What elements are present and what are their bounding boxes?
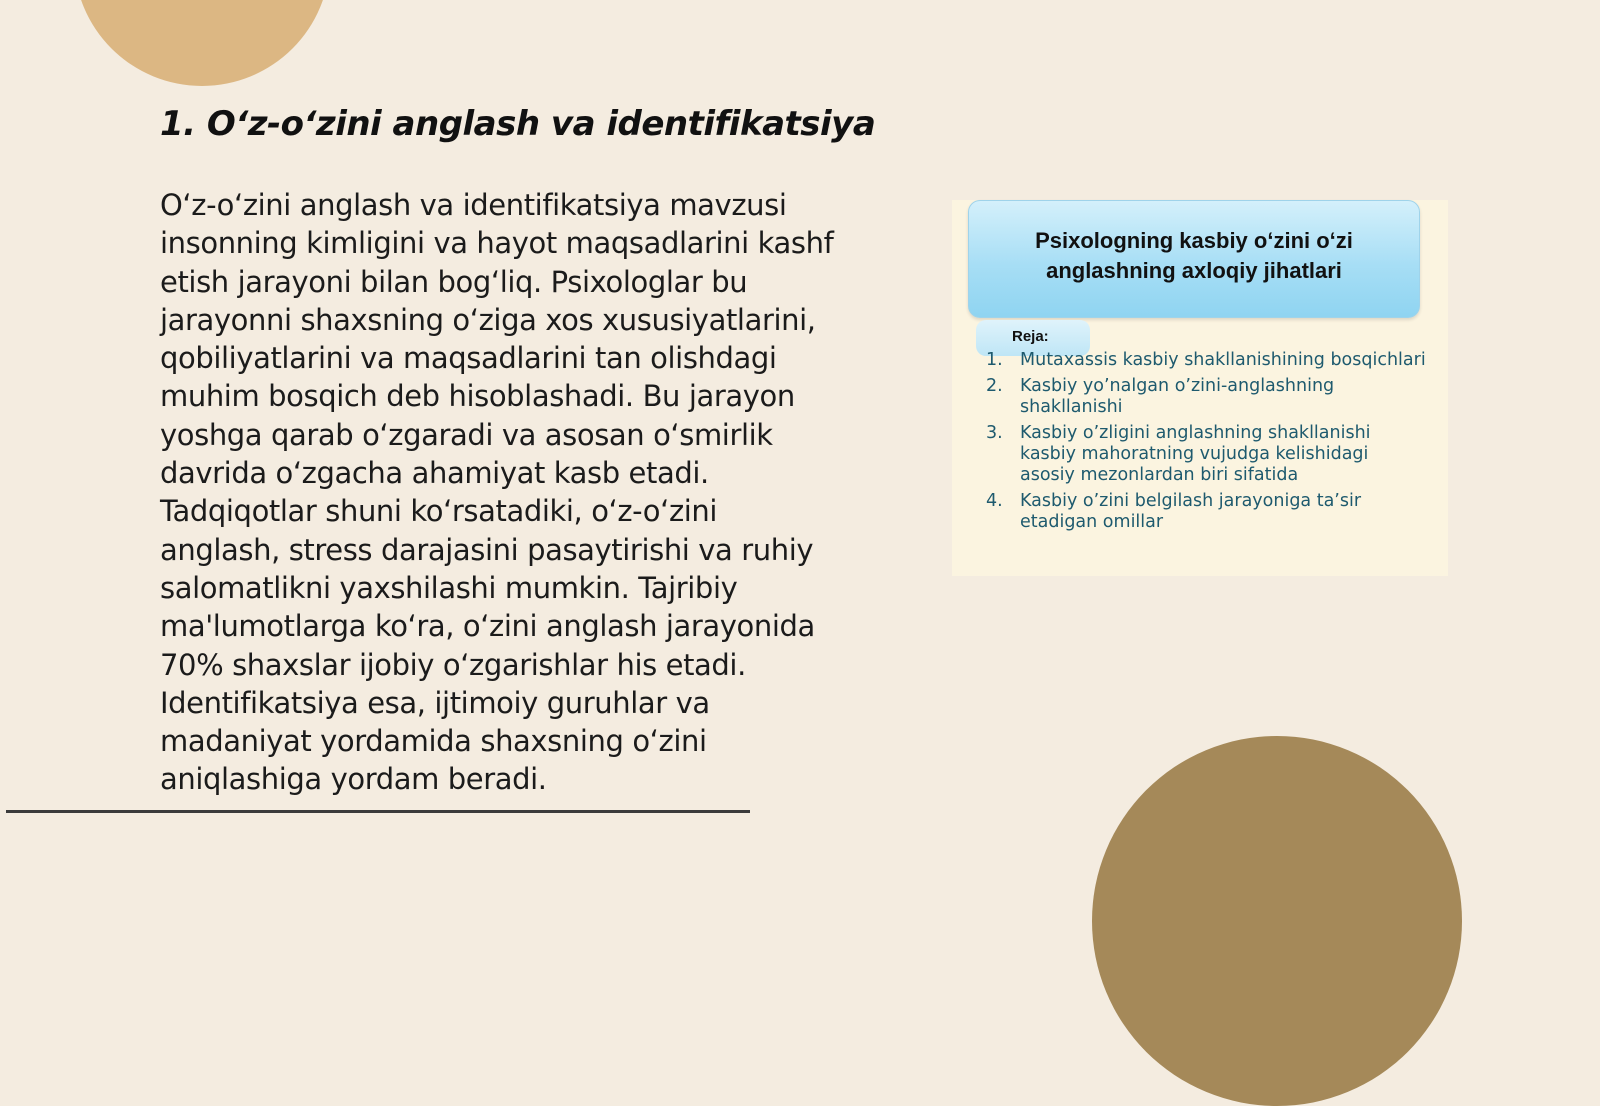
plan-image-panel	[952, 200, 1448, 576]
slide-title: 1. O‘z-o‘zini anglash va identifikatsiya	[160, 104, 876, 144]
plan-item-number: 1.	[986, 350, 1003, 370]
plan-item-number: 4.	[986, 491, 1003, 511]
panel-header-title: Psixologning kasbiy o‘zini o‘zi anglashning axloqiy jihatlari	[1035, 228, 1353, 283]
plan-item-number: 3.	[986, 423, 1003, 443]
plan-item-number: 2.	[986, 376, 1003, 396]
plan-item-text: Kasbiy o’zligini anglashning shakllanishi kasbiy mahoratning vujudga kelishidagi asosiy mezonlardan biri sifatida	[1020, 423, 1371, 485]
plan-item-text: Kasbiy yo’nalgan o’zini-anglashning shakllanishi	[1020, 376, 1335, 417]
plan-list-item	[986, 423, 1426, 486]
slide-body-text: O‘z-o‘zini anglash va identifikatsiya mavzusi insonning kimligini va hayot maqsadlarini kashf etish jarayoni bilan bog‘liq. Psixologlar bu jarayonni shaxsning o‘ziga xos xususiyatlarini, qobiliyatlarini va maqsadlarini tan olishdagi muhim bosqich deb hisoblashadi. Bu jarayon yoshga qarab o‘zgaradi va asosan o‘smirlik davrida o‘zgacha ahamiyat kasb etadi. Tadqiqotlar shuni ko‘rsatadiki, o‘z-o‘zini anglash, stress darajasini pasaytirishi va ruhiy salomatlikni yaxshilashi mumkin. Tajribiy ma'lumotlarga ko‘ra, o‘zini anglash jarayonida 70% shaxslar ijobiy o‘zgarishlar his etadi. Identifikatsiya esa, ijtimoiy guruhlar va madaniyat yordamida shaxsning o‘zini aniqlashiga yordam beradi.	[160, 188, 834, 797]
plan-list-item	[986, 376, 1426, 418]
plan-list	[986, 350, 1426, 538]
decorative-circle-bottom	[1092, 736, 1462, 1106]
plan-item-text: Kasbiy o’zini belgilash jarayoniga ta’sir etadigan omillar	[1020, 491, 1362, 532]
plan-tab-label: Reja:	[976, 320, 1090, 356]
plan-list-item	[986, 491, 1426, 533]
plan-item-text: Mutaxassis kasbiy shakllanishining bosqichlari	[1020, 350, 1426, 370]
decorative-circle-top	[74, 0, 330, 86]
panel-header-box	[968, 200, 1420, 318]
horizontal-rule	[6, 810, 750, 813]
plan-list-item	[986, 350, 1426, 371]
